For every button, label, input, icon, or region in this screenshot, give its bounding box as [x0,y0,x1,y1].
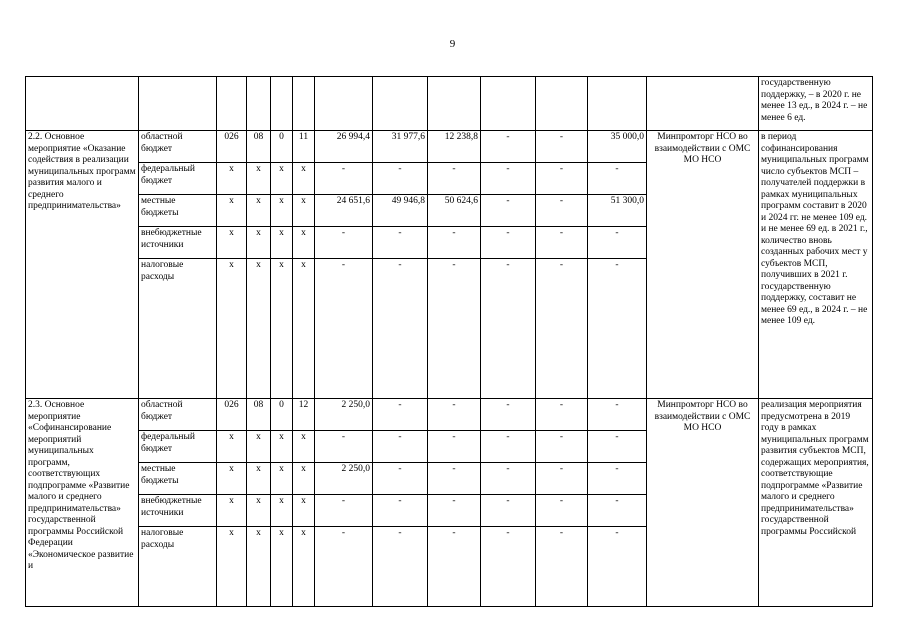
code-gp: х [247,495,271,527]
value-cell: 2 250,0 [315,463,373,495]
value-cell: - [536,527,588,607]
value-cell: - [536,431,588,463]
value-cell: - [536,195,588,227]
value-cell: - [373,527,428,607]
code-grbs: х [217,527,247,607]
value-cell: - [428,163,481,195]
value-cell: - [481,431,536,463]
code-om: 11 [293,131,315,163]
value-cell: - [481,163,536,195]
code-om: х [293,463,315,495]
funding-source: налоговые расходы [139,527,217,607]
funding-source: федеральный бюджет [139,163,217,195]
value-cell: - [481,463,536,495]
value-cell: - [481,399,536,431]
value-cell: - [588,431,647,463]
code-om: х [293,227,315,259]
value-cell: - [428,227,481,259]
value-cell: - [428,431,481,463]
code-pgp: 0 [271,131,293,163]
page-number: 9 [449,38,456,50]
code-grbs: х [217,227,247,259]
code-grbs: х [217,195,247,227]
funding-source: областной бюджет [139,131,217,163]
value-cell: - [373,227,428,259]
value-cell: 50 624,6 [428,195,481,227]
cell-empty [428,77,481,131]
code-gp: 08 [247,399,271,431]
value-cell: 24 651,6 [315,195,373,227]
funding-source: внебюджетные источники [139,227,217,259]
code-om: х [293,527,315,607]
value-cell: - [315,163,373,195]
code-pgp: х [271,527,293,607]
cell-empty [247,77,271,131]
measure-name: 2.2. Основное мероприятие «Оказание содействия в реализации муниципальных программ развития малого и среднего предпринимательства» [26,131,139,399]
funding-source: федеральный бюджет [139,431,217,463]
code-pgp: х [271,163,293,195]
code-om: х [293,259,315,399]
value-cell: - [481,195,536,227]
value-cell: 51 300,0 [588,195,647,227]
funding-source: внебюджетные источники [139,495,217,527]
code-grbs: х [217,463,247,495]
code-om: х [293,195,315,227]
executor: Минпромторг НСО во взаимодействии с ОМС МО НСО [647,399,759,607]
value-cell: - [588,463,647,495]
cell-empty [26,77,139,131]
code-pgp: х [271,227,293,259]
funding-source: местные бюджеты [139,195,217,227]
value-cell: - [536,163,588,195]
value-cell: - [315,259,373,399]
code-gp: х [247,259,271,399]
code-pgp: 0 [271,399,293,431]
value-cell: - [428,399,481,431]
value-cell: - [428,463,481,495]
value-cell: 35 000,0 [588,131,647,163]
value-cell: - [373,463,428,495]
value-cell: - [428,259,481,399]
code-gp: х [247,527,271,607]
value-cell: - [536,399,588,431]
cell-empty [139,77,217,131]
value-cell: 31 977,6 [373,131,428,163]
cell-empty [647,77,759,131]
code-pgp: х [271,431,293,463]
expected-result: в период софинансирования муниципальных программ число субъектов МСП – получателей поддержки в рамках муниципальных программ составит в 2020 и 2024 гг. не менее 109 ед. и не менее 69 ед. в 2021 г., количество вновь созданных рабочих мест у субъектов МСП, получивших в 2021 г. государственную поддержку, составит не менее 69 ед., в 2024 г. – не менее 109 ед. [759,131,873,399]
funding-source: областной бюджет [139,399,217,431]
value-cell: - [373,259,428,399]
value-cell: - [536,259,588,399]
value-cell: - [428,495,481,527]
code-grbs: 026 [217,399,247,431]
value-cell: - [481,495,536,527]
value-cell: - [315,495,373,527]
cell-empty [481,77,536,131]
code-pgp: х [271,259,293,399]
value-cell: - [481,131,536,163]
expected-result: реализация мероприятия предусмотрена в 2019 году в рамках муниципальных программ развития субъектов МСП, содержащих мероприятия, соответствующие подпрограмме «Развитие малого и среднего предпринимательства» государственной программы Российской [759,399,873,607]
cell-empty [373,77,428,131]
value-cell: - [315,527,373,607]
value-cell: - [588,495,647,527]
value-cell: - [536,227,588,259]
code-om: 12 [293,399,315,431]
value-cell: - [481,259,536,399]
value-cell: - [536,495,588,527]
cell-empty [536,77,588,131]
code-grbs: 026 [217,131,247,163]
value-cell: - [588,163,647,195]
funding-source: местные бюджеты [139,463,217,495]
continuation-row [26,77,873,131]
cell-empty [271,77,293,131]
code-gp: х [247,227,271,259]
code-pgp: х [271,195,293,227]
value-cell: - [588,399,647,431]
code-om: х [293,431,315,463]
code-om: х [293,495,315,527]
value-cell: - [536,131,588,163]
value-cell: - [536,463,588,495]
table-row [26,131,873,163]
code-grbs: х [217,163,247,195]
value-cell: 2 250,0 [315,399,373,431]
program-table [25,76,873,607]
code-grbs: х [217,495,247,527]
code-gp: 08 [247,131,271,163]
value-cell: 26 994,4 [315,131,373,163]
value-cell: - [373,163,428,195]
value-cell: - [481,527,536,607]
value-cell: 12 238,8 [428,131,481,163]
cell-empty [293,77,315,131]
cell-empty [588,77,647,131]
code-grbs: х [217,259,247,399]
value-cell: - [315,431,373,463]
cell-empty [217,77,247,131]
code-pgp: х [271,463,293,495]
value-cell: - [428,527,481,607]
value-cell: - [373,431,428,463]
measure-name: 2.3. Основное мероприятие «Софинансирование мероприятий муниципальных программ, соответствующих подпрограмме «Развитие малого и среднего предпринимательства» государственной программы Российской Федерации «Экономическое развитие и [26,399,139,607]
code-grbs: х [217,431,247,463]
code-gp: х [247,463,271,495]
table-row [26,399,873,431]
code-pgp: х [271,495,293,527]
value-cell: - [588,227,647,259]
value-cell: - [373,399,428,431]
expected-result: государственную поддержку, – в 2020 г. не менее 13 ед., в 2024 г. – не менее 6 ед. [759,77,873,131]
value-cell: - [373,495,428,527]
value-cell: - [481,227,536,259]
funding-source: налоговые расходы [139,259,217,399]
value-cell: - [588,259,647,399]
value-cell: - [315,227,373,259]
value-cell: 49 946,8 [373,195,428,227]
code-gp: х [247,163,271,195]
value-cell: - [588,527,647,607]
code-om: х [293,163,315,195]
cell-empty [315,77,373,131]
code-gp: х [247,431,271,463]
executor: Минпромторг НСО во взаимодействии с ОМС МО НСО [647,131,759,399]
code-gp: х [247,195,271,227]
